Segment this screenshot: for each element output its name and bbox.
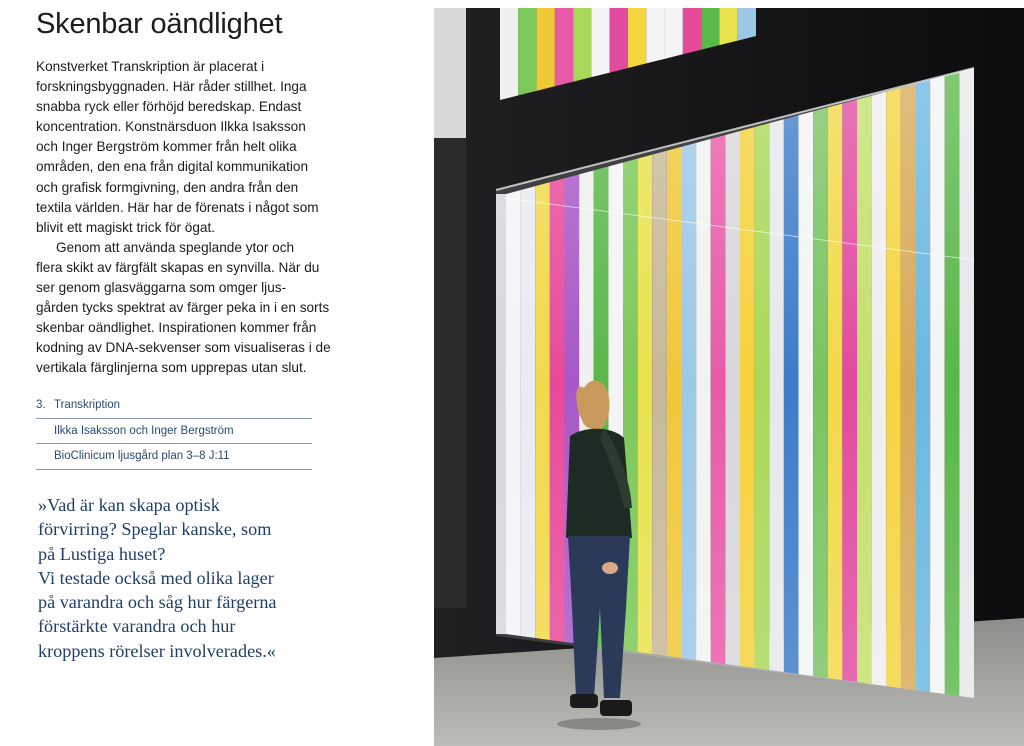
left-pillar xyxy=(434,138,466,608)
artwork-number: 3. xyxy=(36,399,46,411)
quote-line: på varandra och såg hur färgerna xyxy=(38,592,277,613)
article-column xyxy=(36,0,332,746)
upper-color-stripe xyxy=(738,8,756,41)
paragraph-2 xyxy=(36,238,332,379)
upper-color-stripe xyxy=(518,8,536,95)
quote-line: kroppens rörelser involverades.« xyxy=(38,640,276,661)
article-body xyxy=(36,57,332,379)
artwork-facts xyxy=(36,393,312,470)
figure-hand xyxy=(602,562,618,574)
figure-shadow xyxy=(557,718,641,730)
text-line: skenbar oändlighet. Inspirationen kommer från xyxy=(36,320,317,336)
text-line: och Inger Bergström kommer från helt olika xyxy=(36,139,297,155)
figure-left-shoe xyxy=(570,694,598,708)
quote-line: Vi testade också med olika lager xyxy=(38,567,274,588)
text-line: ser genom glasväggarna som omger ljus- xyxy=(36,280,287,296)
upper-color-stripe xyxy=(591,8,609,77)
text-line: Konstverket Transkription är placerat i xyxy=(36,59,265,74)
upper-color-stripe xyxy=(573,8,591,82)
photo-illustration xyxy=(434,8,1024,746)
text-line: textila världen. Här har de förenats i något som xyxy=(36,199,319,215)
upper-color-stripe xyxy=(646,8,664,63)
upper-color-stripe xyxy=(500,8,518,100)
artwork-title-row xyxy=(36,393,312,419)
text-line: koncentration. Konstnärsduon Ilkka Isaksson xyxy=(36,119,306,135)
upper-color-stripe xyxy=(610,8,628,73)
artwork-artists: Ilkka Isaksson och Inger Bergström xyxy=(36,419,312,445)
quote-line: på Lustiga huset? xyxy=(38,543,166,564)
quote-line: förvirring? Speglar kanske, som xyxy=(38,519,272,540)
text-line: kodning av DNA-sekvenser som visualiseras i de xyxy=(36,340,331,356)
paragraph-1 xyxy=(36,57,332,238)
quote-line: »Vad är kan skapa optisk xyxy=(38,495,220,515)
figure-right-shoe xyxy=(600,700,632,716)
article-title: Skenbar oändlighet xyxy=(36,8,283,40)
upper-color-stripe xyxy=(719,8,737,45)
upper-color-stripe xyxy=(555,8,573,86)
text-line: vertikala färglinjerna som upprepas utan slut. xyxy=(36,360,307,376)
panel-left-light xyxy=(496,194,506,634)
ceiling-panel xyxy=(434,8,466,138)
upper-color-stripe xyxy=(537,8,555,91)
artwork-location: BioClinicum ljusgård plan 3–8 J:11 xyxy=(36,444,312,470)
artwork-photo xyxy=(434,8,1024,746)
upper-color-stripe xyxy=(683,8,701,54)
text-line: flera skikt av färgfält skapas en synvilla. När du xyxy=(36,259,320,275)
upper-color-stripe xyxy=(665,8,683,59)
upper-color-stripe xyxy=(628,8,646,68)
quote-line: förstärkte varandra och hur xyxy=(38,616,236,637)
artwork-title: Transkription xyxy=(54,399,121,411)
text-line: områden, den ena från digital kommunikation xyxy=(36,159,309,175)
text-line: blivit ett magiskt trick för ögat. xyxy=(36,219,216,235)
text-line: och grafisk formgivning, den andra från den xyxy=(36,179,299,195)
text-line: snabba ryck eller förhöjd beredskap. Endast xyxy=(36,99,302,115)
text-line: gården tycks spektrat av färger peka in i en sorts xyxy=(36,300,330,316)
pull-quote xyxy=(38,493,338,663)
text-line: forskningsbyggnaden. Här råder stillhet. Inga xyxy=(36,79,307,95)
upper-color-stripe xyxy=(701,8,719,50)
text-line: Genom att använda speglande ytor och xyxy=(56,239,295,255)
